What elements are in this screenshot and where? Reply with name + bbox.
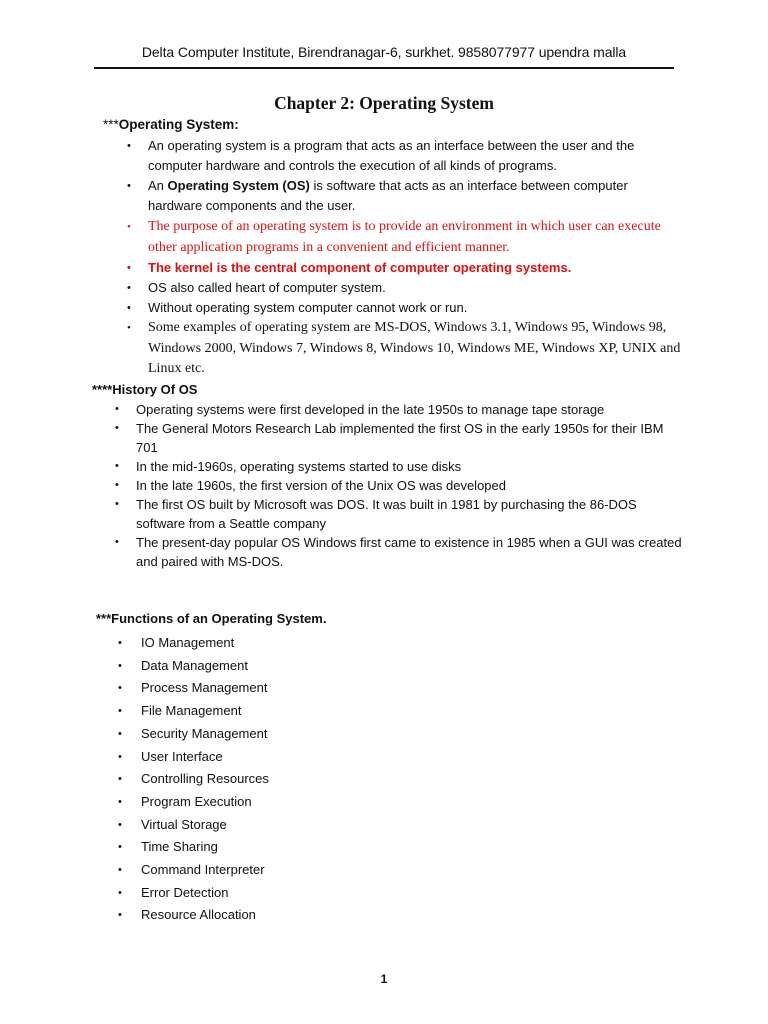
list-item-text: In the late 1960s, the first version of the Unix OS was developed xyxy=(136,478,506,493)
bullet-icon: • xyxy=(115,536,119,548)
list-item xyxy=(113,533,683,571)
list-item-text: Time Sharing xyxy=(141,839,218,855)
operating-system-list xyxy=(124,136,684,380)
bullet-icon: • xyxy=(118,841,122,854)
list-item-text: Error Detection xyxy=(141,884,229,900)
page-title: Chapter 2: Operating System xyxy=(274,93,494,113)
bullet-icon: • xyxy=(127,302,131,314)
list-item-text-bold: Operating System (OS) xyxy=(167,178,310,193)
bullet-icon: • xyxy=(127,140,131,152)
functions-list xyxy=(118,632,518,927)
list-item xyxy=(118,791,518,814)
section-heading-operating-system xyxy=(103,117,239,132)
bullet-icon: • xyxy=(118,637,122,649)
bullet-icon: • xyxy=(118,727,122,740)
list-item xyxy=(124,217,684,258)
list-item-text: In the mid-1960s, operating systems started to use disks xyxy=(136,459,462,474)
bullet-icon: • xyxy=(118,864,122,877)
bullet-icon: • xyxy=(127,221,131,233)
list-item-text: Program Execution xyxy=(141,793,252,809)
bullet-icon: • xyxy=(118,886,122,899)
header-rule xyxy=(94,67,674,69)
list-item-text: An operating system is a program that acts as an interface between the user and the computer hardware and controls the execution of all kinds of programs. xyxy=(148,138,635,173)
list-item-text: The purpose of an operating system is to provide an environment in which user can execute other application programs in a convenient and efficient manner. xyxy=(148,219,661,255)
list-item xyxy=(113,476,683,495)
bullet-icon: • xyxy=(118,659,122,672)
bullet-icon: • xyxy=(115,422,119,434)
bullet-icon: • xyxy=(118,818,122,831)
list-item-text: The kernel is the central component of computer operating systems. xyxy=(148,260,572,275)
list-item-text: The first OS built by Microsoft was DOS. It was built in 1981 by purchasing the 86-DOS software from a Seattle company xyxy=(136,497,637,531)
list-item xyxy=(113,457,683,476)
bullet-icon: • xyxy=(118,795,122,808)
list-item-text: Security Management xyxy=(141,725,268,741)
page-number: 1 xyxy=(380,972,388,986)
bullet-icon: • xyxy=(115,460,119,472)
list-item-text: OS also called heart of computer system. xyxy=(148,280,386,295)
heading-stars: *** xyxy=(103,117,119,132)
page-header: Delta Computer Institute, Birendranagar-6, surkhet. 9858077977 upendra malla xyxy=(141,44,627,60)
list-item-text: File Management xyxy=(141,703,242,719)
bullet-icon: • xyxy=(118,909,122,922)
list-item xyxy=(118,882,518,905)
list-item xyxy=(124,136,684,176)
list-item-text: The General Motors Research Lab implemented the first OS in the early 1950s for their IBM 701 xyxy=(136,421,664,455)
list-item xyxy=(124,318,684,380)
list-item-text: Data Management xyxy=(141,657,248,673)
list-item xyxy=(124,298,684,318)
list-item xyxy=(118,768,518,791)
list-item-text: Command Interpreter xyxy=(141,862,265,878)
list-item xyxy=(118,700,518,723)
bullet-icon: • xyxy=(127,282,131,294)
list-item-text-pre: An xyxy=(148,178,168,193)
list-item xyxy=(118,836,518,859)
list-item xyxy=(118,677,518,700)
bullet-icon: • xyxy=(127,180,131,192)
list-item xyxy=(124,258,684,278)
list-item-text-post: is software that acts as an interface between computer hardware components and the user. xyxy=(148,178,628,213)
bullet-icon: • xyxy=(118,750,122,763)
list-item-text: Virtual Storage xyxy=(141,816,227,832)
list-item xyxy=(118,723,518,746)
list-item-text: Process Management xyxy=(141,680,268,696)
list-item-text: User Interface xyxy=(141,748,223,764)
list-item xyxy=(113,495,683,533)
list-item xyxy=(124,278,684,298)
list-item xyxy=(118,814,518,837)
bullet-icon: • xyxy=(127,262,131,274)
list-item xyxy=(118,746,518,769)
bullet-icon: • xyxy=(118,773,122,786)
bullet-icon: • xyxy=(115,479,119,491)
bullet-icon: • xyxy=(118,682,122,695)
list-item-text: Controlling Resources xyxy=(141,771,269,787)
section-heading-history: ****History Of OS xyxy=(92,382,198,397)
list-item xyxy=(124,176,684,216)
history-list xyxy=(113,400,683,571)
bullet-icon: • xyxy=(127,322,131,334)
bullet-icon: • xyxy=(115,498,119,510)
list-item xyxy=(118,655,518,678)
list-item xyxy=(118,859,518,882)
heading-text: Operating System: xyxy=(118,117,239,132)
list-item xyxy=(118,632,518,655)
list-item xyxy=(118,904,518,927)
list-item xyxy=(113,400,683,419)
list-item-text: The present-day popular OS Windows first came to existence in 1985 when a GUI was created and paired with MS-DOS. xyxy=(136,535,682,569)
list-item-text: Without operating system computer cannot work or run. xyxy=(148,300,468,315)
bullet-icon: • xyxy=(115,403,119,415)
list-item-text: Some examples of operating system are MS-DOS, Windows 3.1, Windows 95, Windows 98, Windows 2000, Windows 7, Windows 8, Windows 10, Windows ME, Windows XP, UNIX and Linux etc. xyxy=(148,320,681,376)
list-item-text: Operating systems were first developed in the late 1950s to manage tape storage xyxy=(136,402,605,417)
section-heading-functions: ***Functions of an Operating System. xyxy=(96,611,327,626)
list-item-text: Resource Allocation xyxy=(141,907,256,923)
bullet-icon: • xyxy=(118,705,122,718)
list-item xyxy=(113,419,683,457)
list-item-text: IO Management xyxy=(141,635,235,650)
